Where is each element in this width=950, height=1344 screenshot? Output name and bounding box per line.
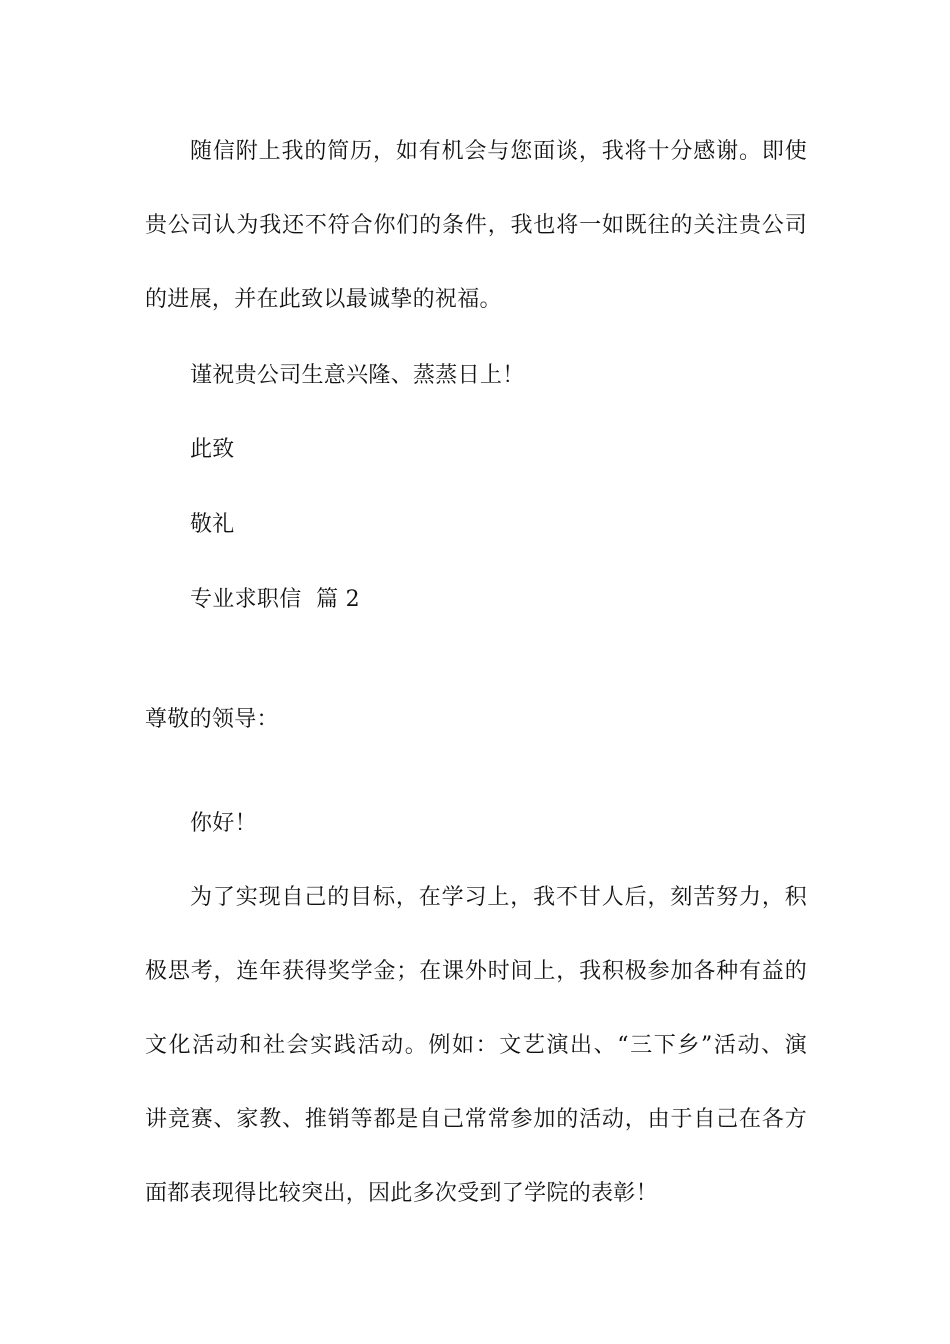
paragraph-closing-thanks bbox=[145, 115, 807, 337]
text-line: 文化活动和社会实践活动。例如：文艺演出、“三下乡”活动、演 bbox=[145, 1033, 807, 1058]
text-line: 极思考，连年获得奖学金；在课外时间上，我积极参加各种有益的 bbox=[145, 959, 807, 984]
text-line: 讲竞赛、家教、推销等都是自己常常参加的活动，由于自己在各方 bbox=[145, 1107, 807, 1132]
greeting-hello: 你好！ bbox=[190, 811, 257, 836]
paragraph-achievements bbox=[145, 861, 807, 1231]
text-line: 随信附上我的简历，如有机会与您面谈，我将十分感谢。即使 bbox=[190, 139, 807, 164]
paragraph-wishes: 谨祝贵公司生意兴隆、蒸蒸日上！ bbox=[190, 363, 525, 388]
paragraph-salutation-jingli: 敬礼 bbox=[190, 512, 235, 537]
text-line: 的进展，并在此致以最诚挚的祝福。 bbox=[145, 287, 502, 312]
greeting-addressee: 尊敬的领导： bbox=[145, 707, 279, 732]
paragraph-salutation-cizhi: 此致 bbox=[190, 437, 235, 462]
text-line: 面都表现得比较突出，因此多次受到了学院的表彰！ bbox=[145, 1181, 658, 1206]
text-line: 贵公司认为我还不符合你们的条件，我也将一如既往的关注贵公司 bbox=[145, 213, 807, 238]
text-line: 为了实现自己的目标，在学习上，我不甘人后，刻苦努力，积 bbox=[190, 885, 807, 910]
section-heading: 专业求职信 篇 2 bbox=[190, 587, 360, 612]
